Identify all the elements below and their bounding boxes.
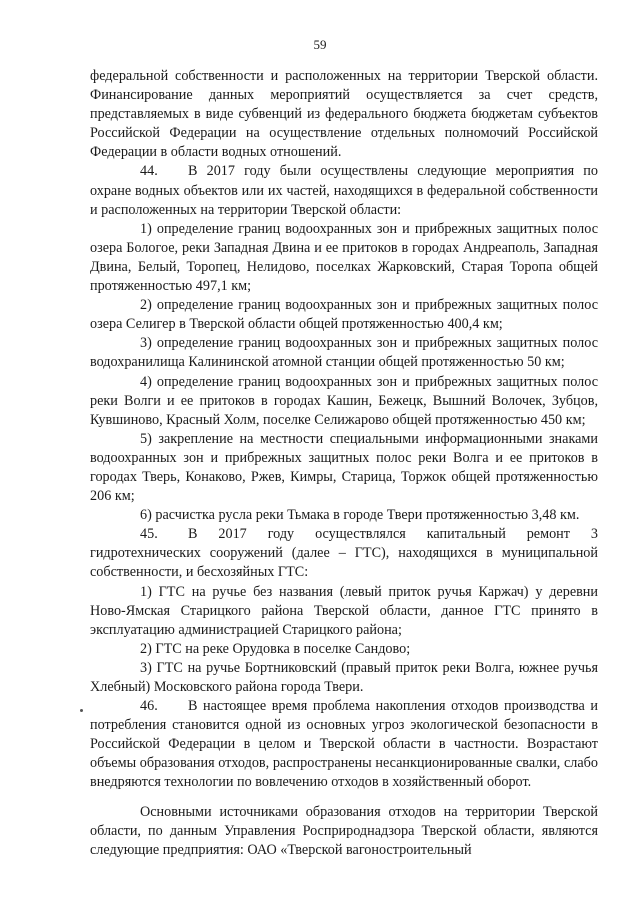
list-item: 1) ГТС на ручье без названия (левый приток ручья Каржач) у деревни Ново-Ямская Старицкого района Тверской области, данное ГТС принято в эксплуатацию администрацией Старицкого района; [90, 583, 598, 638]
paragraph-continuation: федеральной собственности и расположенных на территории Тверской области. Финансирование данных мероприятий осуществляется за счет средств, представляемых в виде субвенций из федерального бюджета бюджетам субъектов Российской Федерации на осуществление отдельных полномочий Российской Федерации в области водных отношений. [90, 68, 598, 161]
page-number: 59 [313, 37, 327, 52]
clause-text: В 2017 году были осуществлены следующие мероприятия по охране водных объектов или их частей, находящихся в федеральной собственности и расположенных на территории Тверской области: [90, 163, 598, 218]
body-text [90, 67, 598, 860]
paragraph: Основными источниками образования отходов на территории Тверской области, по данным Управления Росприроднадзора Тверской области, являются следующие предприятия: ОАО «Тверской вагоностроительный [90, 803, 598, 858]
clause-number: 46. [140, 698, 158, 715]
list-item: 5) закрепление на местности специальными информационными знаками водоохранных зон и прибрежных защитных полос реки Волга и ее притоков в городах Тверь, Конаково, Ржев, Кимры, Старица, Торжок общей протяженностью 206 км; [90, 430, 598, 505]
paragraph-46 [90, 697, 598, 792]
list-item: 1) определение границ водоохранных зон и прибрежных защитных полос озера Бологое, реки Западная Двина и ее притоков в городах Андреаполь, Западная Двина, Белый, Торопец, Нелидово, поселках Жарковский, Старая Торопа общей протяженностью 497,1 км; [90, 220, 598, 295]
list-item: 3) определение границ водоохранных зон и прибрежных защитных полос водохранилища Калининской атомной станции общей протяженностью 50 км; [90, 335, 598, 371]
list-item: 6) расчистка русла реки Тьмака в городе Твери протяженностью 3,48 км. [140, 507, 580, 524]
clause-number: 45. [140, 526, 158, 543]
list-item: 4) определение границ водоохранных зон и прибрежных защитных полос реки Волги и ее притоков в городах Кашин, Бежецк, Вышний Волочек, Зубцов, Кувшиново, Красный Холм, поселке Селижарово общей протяженностью 450 км; [90, 373, 598, 428]
list-item: 3) ГТС на ручье Бортниковский (правый приток реки Волга, южнее ручья Хлебный) Московского района города Твери. [90, 659, 598, 695]
paragraph-44 [90, 162, 598, 219]
paragraph-45 [90, 525, 598, 582]
scan-dot-mark [80, 709, 83, 712]
clause-text: В настоящее время проблема накопления отходов производства и потребления становится одной из основных угроз экологической безопасности в Российской Федерации в целом и Тверской области в частности. Возрастают объемы образования отходов, распространены несанкционированные свалки, слабо внедряются технологии по вовлечению отходов в хозяйственный оборот. [90, 698, 598, 791]
list-item: 2) определение границ водоохранных зон и прибрежных защитных полос озера Селигер в Тверской области общей протяженностью 400,4 км; [90, 297, 598, 333]
clause-number: 44. [140, 163, 158, 180]
clause-text: В 2017 году осуществлялся капитальный ремонт 3 гидротехнических сооружений (далее – ГТС), находящихся в муниципальной собственности, и бесхозяйных ГТС: [90, 526, 598, 581]
list-item: 2) ГТС на реке Орудовка в поселке Сандово; [140, 640, 411, 657]
